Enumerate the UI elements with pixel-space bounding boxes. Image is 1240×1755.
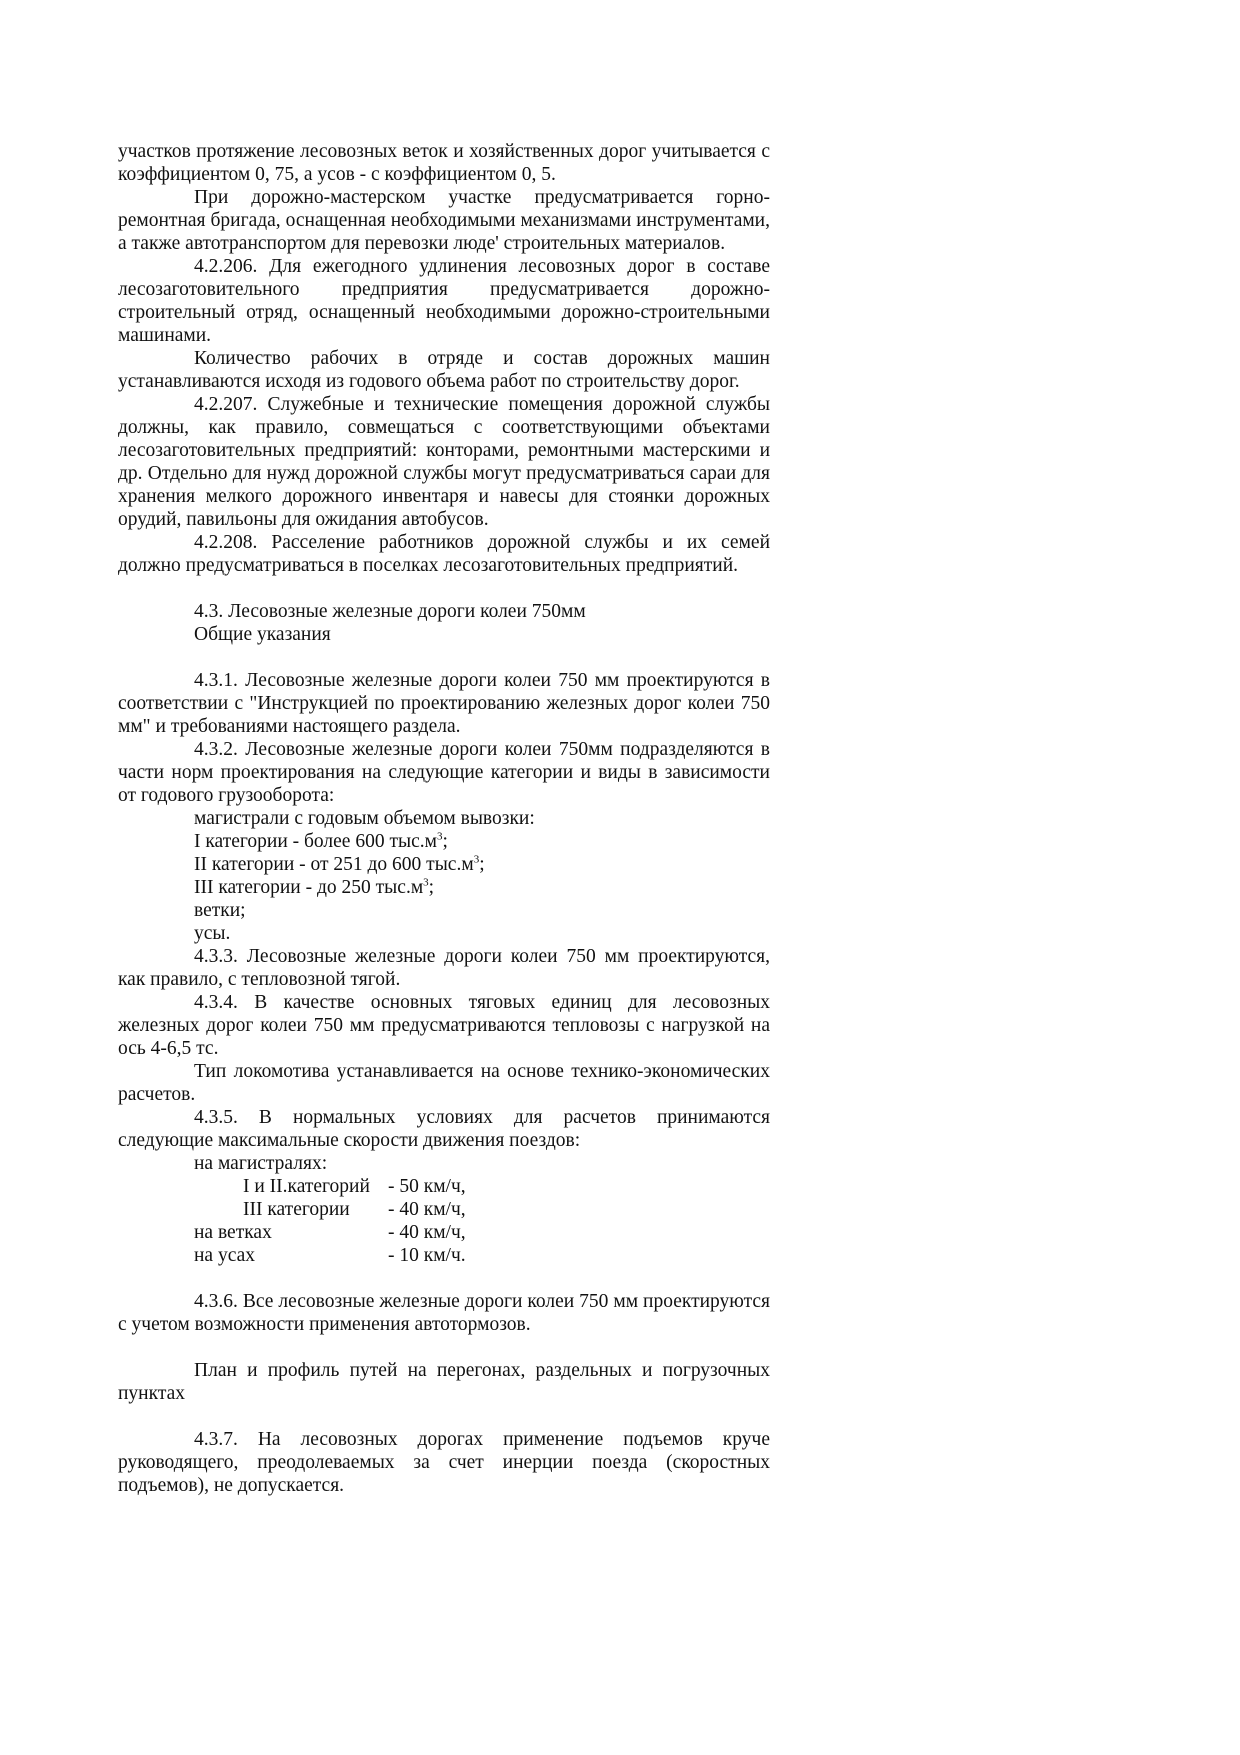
punctuation: ; — [428, 877, 435, 898]
spacer — [118, 577, 770, 600]
paragraph-4-3-4: 4.3.4. В качестве основных тяговых единиц для лесовозных железных дорог колеи 750 мм предусматриваются тепловозы с нагрузкой на ось 4-6,5 тс. — [118, 992, 770, 1059]
speed-row — [118, 1175, 770, 1198]
spacer — [118, 1267, 770, 1290]
paragraph-4-2-207: 4.2.207. Служебные и технические помещения дорожной службы должны, как правило, совмещаться с соответствующими объектами лесозаготовительных предприятий: конторами, ремонтными мастерскими и др. Отдельно для нужд дорожной службы могут предусматриваться сараи для хранения мелкого дорожного инвентаря и навесы для стоянки дорожных орудий, павильоны для ожидания автобусов. — [118, 394, 770, 530]
paragraph-4-3-6: 4.3.6. Все лесовозные железные дороги колеи 750 мм проектируются с учетом возможности применения автотормозов. — [118, 1291, 770, 1335]
superscript: 3 — [436, 830, 443, 843]
paragraph-4-3-7: 4.3.7. На лесовозных дорогах применение подъемов круче руководящего, преодолеваемых за счет инерции поезда (скоростных подъемов), не допускается. — [118, 1429, 770, 1496]
plan-profile-heading: План и профиль путей на перегонах, раздельных и погрузочных пунктах — [118, 1360, 770, 1404]
category-spurs: усы. — [194, 923, 231, 944]
category-branches: ветки; — [194, 900, 246, 921]
spacer — [118, 646, 770, 669]
speed-row — [118, 1221, 770, 1244]
paragraph-road-repair-brigade: При дорожно-мастерском участке предусматривается горно-ремонтная бригада, оснащенная необходимыми механизмами инструментами, а также автотранспортом для перевозки люде' строительных материалов. — [118, 187, 770, 254]
speed-label: III категории — [243, 1199, 350, 1220]
speed-label: на ветках — [194, 1222, 272, 1243]
paragraph-4-3-1: 4.3.1. Лесовозные железные дороги колеи 750 мм проектируются в соответствии с "Инструкцией по проектированию железных дорог колеи 750 мм" и требованиями настоящего раздела. — [118, 670, 770, 737]
speed-row — [118, 1244, 770, 1267]
category-item-2-text: II категории - от 251 до 600 тыс.м — [194, 854, 474, 875]
punctuation: ; — [442, 831, 448, 852]
spacer — [118, 1405, 770, 1428]
spacer — [118, 1336, 770, 1359]
speed-row — [118, 1198, 770, 1221]
superscript: 3 — [473, 853, 480, 866]
speed-value: - 10 км/ч. — [388, 1245, 466, 1266]
category-item-1 — [118, 830, 770, 853]
paragraph-4-2-206: 4.2.206. Для ежегодного удлинения лесовозных дорог в составе лесозаготовительного предприятия предусматривается дорожно-строительный отряд, оснащенный необходимыми дорожно-строительными машинами. — [118, 256, 770, 346]
text-column — [118, 140, 770, 1497]
category-list — [118, 807, 770, 945]
paragraph-4-3-5: 4.3.5. В нормальных условиях для расчетов принимаются следующие максимальные скорости движения поездов: — [118, 1107, 770, 1151]
paragraph-4-3-3: 4.3.3. Лесовозные железные дороги колеи 750 мм проектируются, как правило, с тепловозной тягой. — [118, 946, 770, 990]
paragraph-4-2-208: 4.2.208. Расселение работников дорожной службы и их семей должно предусматриваться в поселках лесозаготовительных предприятий. — [118, 532, 770, 576]
category-item-2 — [118, 853, 770, 876]
speed-value: - 40 км/ч, — [388, 1199, 466, 1220]
paragraph-continuation: участков протяжение лесовозных веток и хозяйственных дорог учитывается с коэффициентом 0, 75, а усов - с коэффициентом 0, 5. — [118, 141, 770, 185]
paragraph-workers-count: Количество рабочих в отряде и состав дорожных машин устанавливаются исходя из годового объема работ по строительству дорог. — [118, 348, 770, 392]
paragraph-4-3-2: 4.3.2. Лесовозные железные дороги колеи 750мм подразделяются в части норм проектирования на следующие категории и виды в зависимости от годового грузооборота: — [118, 739, 770, 806]
superscript: 3 — [423, 876, 429, 889]
speed-value: - 40 км/ч, — [388, 1222, 466, 1243]
paragraph-locomotive-type: Тип локомотива устанавливается на основе технико-экономических расчетов. — [118, 1061, 770, 1105]
category-intro: магистрали с годовым объемом вывозки: — [194, 808, 535, 829]
speed-value: - 50 км/ч, — [388, 1176, 466, 1197]
speed-label: на усах — [194, 1245, 256, 1266]
category-item-3-text: III категории - до 250 тыс.м — [194, 877, 424, 898]
speed-intro: на магистралях: — [194, 1153, 328, 1174]
section-heading: 4.3. Лесовозные железные дороги колеи 750мм — [194, 601, 586, 622]
speed-list — [118, 1152, 770, 1267]
category-item-1-text: I категории - более 600 тыс.м — [194, 831, 437, 852]
speed-label: I и II.категорий — [243, 1176, 370, 1197]
punctuation: ; — [479, 854, 485, 875]
category-item-3 — [118, 876, 770, 899]
section-subheading: Общие указания — [194, 624, 331, 645]
